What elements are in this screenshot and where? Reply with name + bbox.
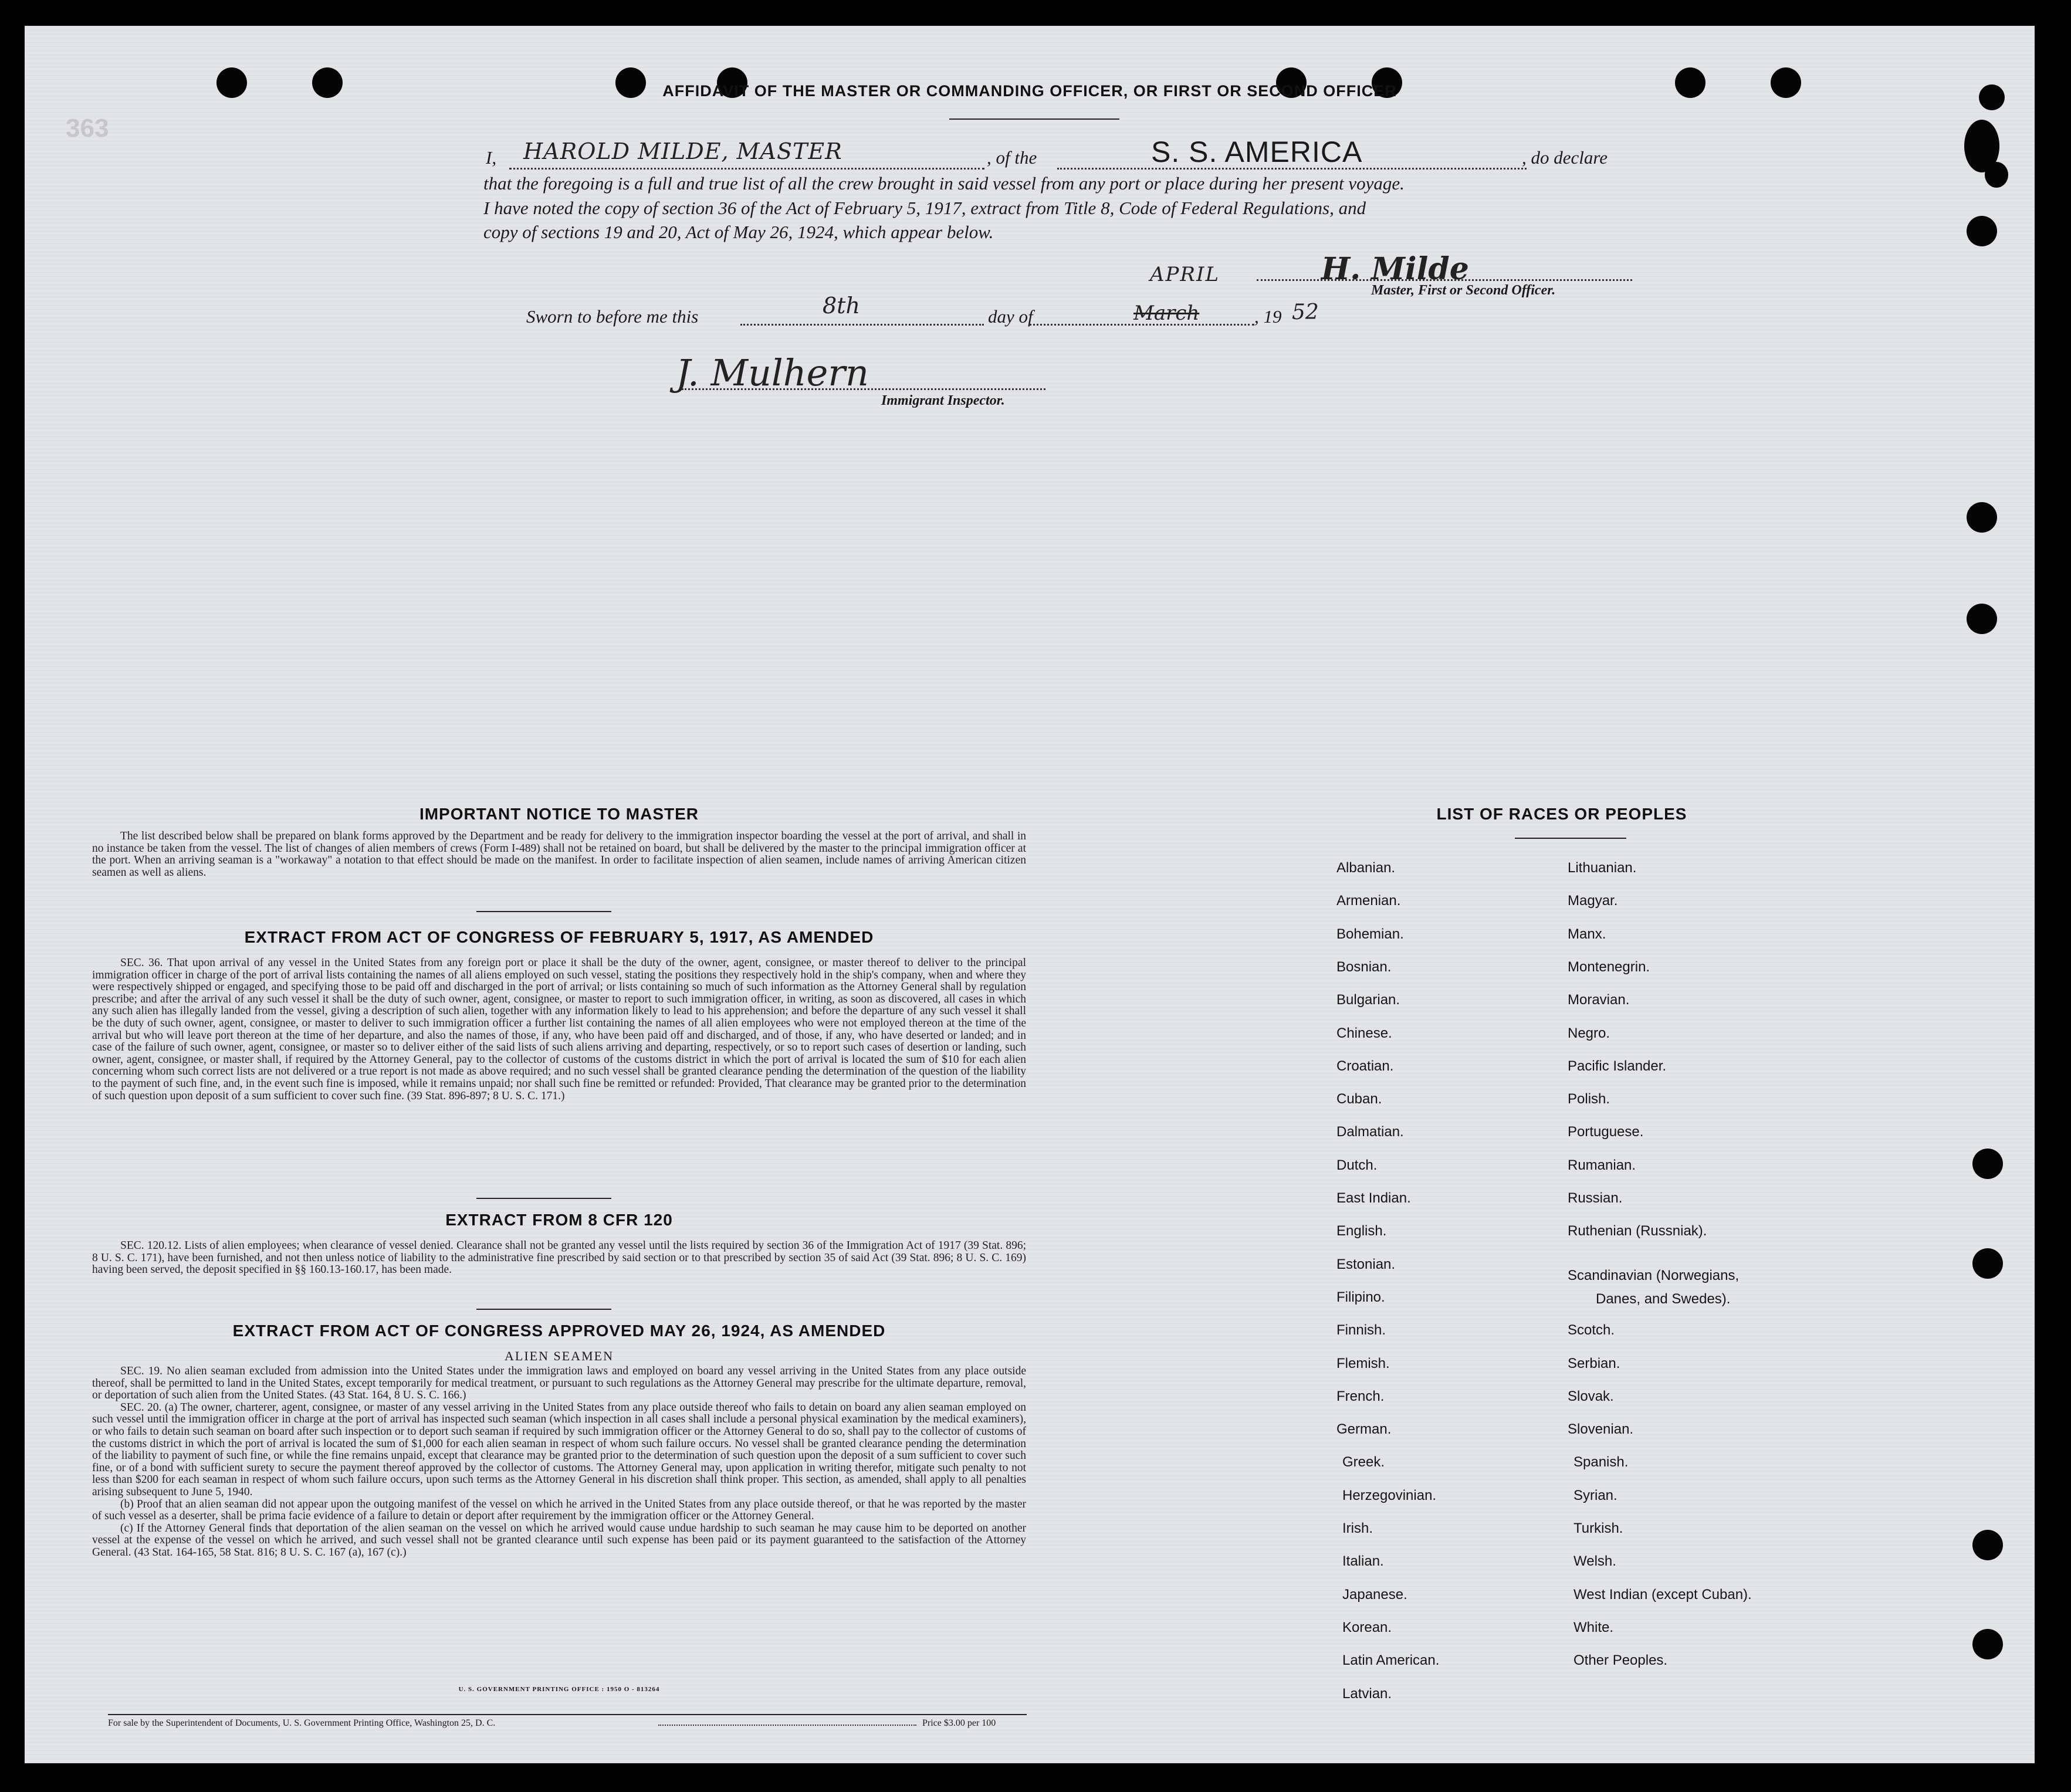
race-item: Manx.	[1568, 926, 1606, 942]
race-item: Dutch.	[1336, 1157, 1378, 1173]
punch-hole	[1972, 1149, 2003, 1179]
race-item: Estonian.	[1336, 1256, 1396, 1272]
race-item: Finnish.	[1336, 1322, 1386, 1339]
race-item: Lithuanian.	[1568, 860, 1637, 876]
race-item: Danes, and Swedes).	[1596, 1290, 1731, 1307]
notice-paragraph: The list described below shall be prepared on blank forms approved by the Department and be ready for delivery to the immigration inspector boarding the vessel at the port of arrival, and shall in no instance be taken from the vessel. The list of changes of alien members of crews (Form I-489) shall not be retained on board, but shall be delivered by the master to the principal immigration officer at the port. When an arriving seaman is a "workaway" a notation to that effect should be made on the manifest. In order to facilitate inspection of alien seamen, include names of arriving American citizen seamen as well as aliens.	[92, 830, 1026, 879]
master-name-line	[509, 168, 984, 170]
affidavit-line-3: I have noted the copy of section 36 of the Act of February 5, 1917, extract from Title 8, Code of Federal Regulations, and	[483, 198, 1366, 218]
punch-hole	[1972, 1530, 2003, 1560]
race-item: Bulgarian.	[1336, 992, 1400, 1008]
extract-1917-title: EXTRACT FROM ACT OF CONGRESS OF FEBRUARY 5, 1917, AS AMENDED	[244, 928, 874, 946]
race-item: Dalmatian.	[1336, 1124, 1404, 1140]
race-item: Italian.	[1342, 1553, 1384, 1570]
extract-1924-text	[92, 1366, 1026, 1559]
inspector-signature: J. Mulhern	[676, 351, 869, 394]
footer-right: Price $3.00 per 100	[922, 1718, 996, 1728]
race-item: English.	[1336, 1223, 1387, 1239]
margin-stamp: 363	[66, 114, 109, 143]
punch-hole	[1972, 1629, 2003, 1659]
race-item: Herzegovinian.	[1342, 1487, 1437, 1503]
year-prefix: , 19	[1254, 306, 1282, 327]
race-item: Korean.	[1342, 1619, 1392, 1635]
punch-hole	[1985, 162, 2008, 188]
race-item: West Indian (except Cuban).	[1573, 1586, 1752, 1603]
affidavit-title: AFFIDAVIT OF THE MASTER OR COMMANDING OFFICER, OR FIRST OR SECOND OFFICER	[662, 82, 1397, 100]
vessel-name: S. S. AMERICA	[1151, 135, 1363, 168]
section-20a-paragraph: SEC. 20. (a) The owner, charterer, agent, consignee, or master of any vessel arriving in the United States from any place outside thereof who fails to detain on board any alien seaman employed on such vessel until the immigration officer in charge at the port of arrival has inspected such seaman (which inspection in all cases shall include a personal physical examination by the medical examiners), or who fails to detain such seaman on board after such inspection or to deport such seaman if required by such immigration officer or the Attorney General to do so, shall pay to the collector of customs of the customs district in which the port of arrival is located the sum of $1,000 for each alien seaman in respect of whom such failure occurs. No vessel shall be granted clearance pending the determination of the liability to payment of such fine, or while the fine remains unpaid, except that clearance may be granted prior to the determination of such question upon the deposit of a sum sufficient to cover such fine, or of a bond with sufficient surety to secure the payment thereof approved by the collector of customs. The Attorney General may, upon application in writing therefor, mitigate such penalty to not less than $200 for each seaman in respect of whom such failure occurs, upon such terms as the Attorney General in his discretion shall think proper. This section, as amended, shall apply to all penalties arising subsequent to June 5, 1940.	[92, 1401, 1026, 1498]
section-19-paragraph: SEC. 19. No alien seaman excluded from admission into the United States under the immigration laws and employed on board any vessel arriving in the United States from any place outside thereof, shall be permitted to land in the United States, except temporarily for medical treatment, or pursuant to such regulations as the Attorney General may prescribe for the ultimate departure, removal, or deportation of such alien from the United States. (43 Stat. 164, 8 U. S. C. 166.)	[92, 1365, 1026, 1402]
race-item: Albanian.	[1336, 860, 1396, 876]
footer-leader	[658, 1725, 916, 1726]
notice-title: IMPORTANT NOTICE TO MASTER	[419, 805, 699, 823]
cfr-text	[92, 1240, 1026, 1276]
race-item: Turkish.	[1573, 1520, 1623, 1536]
alien-seamen-subtitle: ALIEN SEAMEN	[505, 1349, 614, 1363]
punch-hole	[1972, 1248, 2003, 1279]
race-item: Pacific Islander.	[1568, 1058, 1667, 1074]
race-item: Cuban.	[1336, 1091, 1382, 1107]
year-value: 52	[1292, 300, 1319, 324]
race-item: Syrian.	[1573, 1487, 1617, 1503]
race-item: Latvian.	[1342, 1685, 1392, 1702]
affidavit-i: I,	[486, 147, 497, 168]
race-item: German.	[1336, 1421, 1392, 1438]
races-title: LIST OF RACES OR PEOPLES	[1436, 805, 1687, 823]
affidavit-line-2: that the foregoing is a full and true list of all the crew brought in said vessel from any port or place during her present voyage.	[483, 173, 1405, 194]
race-item: Serbian.	[1568, 1355, 1620, 1371]
month-struck: March	[1133, 302, 1200, 325]
day-line	[740, 324, 984, 326]
day-of-label: day of	[988, 306, 1033, 327]
inspector-signature-line	[682, 388, 1045, 390]
extract-1924-title: EXTRACT FROM ACT OF CONGRESS APPROVED MAY 26, 1924, AS AMENDED	[232, 1322, 886, 1340]
race-item: Bohemian.	[1336, 926, 1404, 942]
master-caption: Master, First or Second Officer.	[1371, 283, 1556, 298]
vessel-line	[1057, 168, 1527, 170]
race-item: East Indian.	[1336, 1190, 1411, 1206]
extract-1917-text	[92, 957, 1026, 1102]
race-item: Flemish.	[1336, 1355, 1390, 1371]
race-item: Portuguese.	[1568, 1124, 1644, 1140]
race-item: Slovenian.	[1568, 1421, 1634, 1438]
affidavit-do-declare: , do declare	[1522, 147, 1608, 168]
month-written: APRIL	[1150, 263, 1220, 286]
race-item: White.	[1573, 1619, 1614, 1635]
document-sheet	[25, 26, 2035, 1763]
race-item: Rumanian.	[1568, 1157, 1636, 1173]
affidavit-of-the: , of the	[987, 147, 1037, 168]
footer-left: For sale by the Superintendent of Documents, U. S. Government Printing Office, Washington 25, D. C.	[108, 1718, 496, 1728]
race-item: Armenian.	[1336, 893, 1401, 909]
title-divider	[949, 118, 1119, 120]
race-item: Montenegrin.	[1568, 958, 1650, 975]
races-divider	[1515, 838, 1626, 839]
printing-office-line: U. S. GOVERNMENT PRINTING OFFICE : 1950 O - 813264	[458, 1686, 660, 1693]
punch-hole	[1967, 502, 1997, 533]
footer-rule	[108, 1714, 1027, 1715]
cfr-divider	[476, 1309, 611, 1310]
notice-divider	[476, 911, 611, 912]
master-name-field: HAROLD MILDE, MASTER	[523, 138, 842, 164]
race-item: Moravian.	[1568, 992, 1630, 1008]
inspector-caption: Immigrant Inspector.	[881, 393, 1005, 408]
race-item: Russian.	[1568, 1190, 1623, 1206]
punch-hole	[1967, 604, 1997, 634]
race-item: Ruthenian (Russniak).	[1568, 1223, 1707, 1239]
race-item: Chinese.	[1336, 1025, 1392, 1041]
cfr-title: EXTRACT FROM 8 CFR 120	[445, 1211, 673, 1229]
section-120-12-paragraph: SEC. 120.12. Lists of alien employees; when clearance of vessel denied. Clearance shall not be granted any vessel until the lists required by section 36 of the Immigration Act of 1917 (39 Stat. 896; 8 U. S. C. 171), have been furnished, and not then unless notice of liability to the administrative fine prescribed by said section or to that prescribed by section 35 of said Act (39 Stat. 896; 8 U. S. C. 169) having been served, the deposit specified in §§ 160.13-160.17, has been made.	[92, 1239, 1026, 1276]
sworn-label: Sworn to before me this	[526, 306, 699, 327]
race-item: French.	[1336, 1388, 1385, 1404]
race-item: Bosnian.	[1336, 958, 1392, 975]
race-item: Welsh.	[1573, 1553, 1616, 1570]
race-item: Spanish.	[1573, 1454, 1629, 1471]
race-item: Magyar.	[1568, 893, 1618, 909]
affidavit-line-4: copy of sections 19 and 20, Act of May 26, 1924, which appear below.	[483, 222, 994, 242]
section-36-paragraph: SEC. 36. That upon arrival of any vessel in the United States from any foreign port or place it shall be the duty of the owner, agent, consignee, or master thereof to deliver to the principal immigration officer in charge of the port of arrival lists containing the names of all aliens employed on such vessel, stating the positions they respectively hold in the ship's company, when and where they were respectively shipped or engaged, and specifying those to be paid off and discharged in the port of arrival; or lists containing so much of such information as the Attorney General shall by regulation prescribe; and after the arrival of any such vessel it shall be the duty of such owner, agent, consignee, or master to report to such immigration officer, in writing, as soon as discovered, all cases in which any such alien has illegally landed from the vessel, giving a description of such alien, together with any information likely to lead to his apprehension; and before the departure of any such vessel it shall be the duty of such owner, agent, consignee, or master to deliver to such immigration officer a further list containing the names of all alien employees who were not employed thereon at the time of the arrival but who will leave port thereon at the time of her departure, and also the names of those, if any, who have been paid off and discharged, and of those, if any, who have deserted or landed; and in case of the failure of such owner, agent, consignee, or master so to deliver either of the said lists of such aliens arriving and departing, respectively, or so to report such cases of desertion or landing, such owner, agent, consignee, or master shall, if required by the Attorney General, pay to the collector of customs of the customs district in which the port of arrival is located the sum of $10 for each alien concerning whom such correct lists are not delivered or a true report is not made as above required; and no such vessel shall be granted clearance pending the determination of the question of the liability to the payment of such fine, and, in the event such fine is imposed, while it remains unpaid; nor shall such fine be remitted or refunded: Provided, That clearance may be granted prior to the determination of such question upon deposit of a sum sufficient to cover such fine. (39 Stat. 896-897; 8 U. S. C. 171.)	[92, 957, 1026, 1102]
day-value: 8th	[823, 293, 860, 319]
race-item: Negro.	[1568, 1025, 1610, 1041]
race-item: Latin American.	[1342, 1652, 1440, 1669]
month-line	[1029, 324, 1254, 326]
punch-hole	[1967, 216, 1997, 246]
section-20c-paragraph: (c) If the Attorney General finds that deportation of the alien seaman on the vessel on which he arrived would cause undue hardship to such seaman he may cause him to be deported on another vessel at the expense of the vessel on which he arrived, and such vessel shall not be granted clearance until such expense has been paid or its payment guaranteed to the satisfaction of the Attorney General. (43 Stat. 164-165, 58 Stat. 816; 8 U. S. C. 167 (a), 167 (c).)	[92, 1522, 1026, 1559]
race-item: Irish.	[1342, 1520, 1373, 1536]
race-item: Slovak.	[1568, 1388, 1614, 1404]
race-item: Japanese.	[1342, 1586, 1407, 1603]
notice-text	[92, 831, 1026, 879]
master-signature-line	[1257, 279, 1632, 281]
section-20b-paragraph: (b) Proof that an alien seaman did not appear upon the outgoing manifest of the vessel on which he arrived in the United States from any place outside thereof, or that he was reported by the master of such vessel as a deserter, shall be prima facie evidence of a failure to detain or deport after requirement by the immigration officer or the Attorney General.	[92, 1498, 1026, 1523]
master-signature: H. Milde	[1321, 251, 1469, 287]
race-item: Scandinavian (Norwegians,	[1568, 1268, 1740, 1284]
race-item: Polish.	[1568, 1091, 1610, 1107]
extract-1917-divider	[476, 1198, 611, 1199]
race-item: Other Peoples.	[1573, 1652, 1668, 1669]
race-item: Filipino.	[1336, 1289, 1385, 1305]
race-item: Scotch.	[1568, 1322, 1615, 1339]
race-item: Greek.	[1342, 1454, 1385, 1471]
race-item: Croatian.	[1336, 1058, 1394, 1074]
